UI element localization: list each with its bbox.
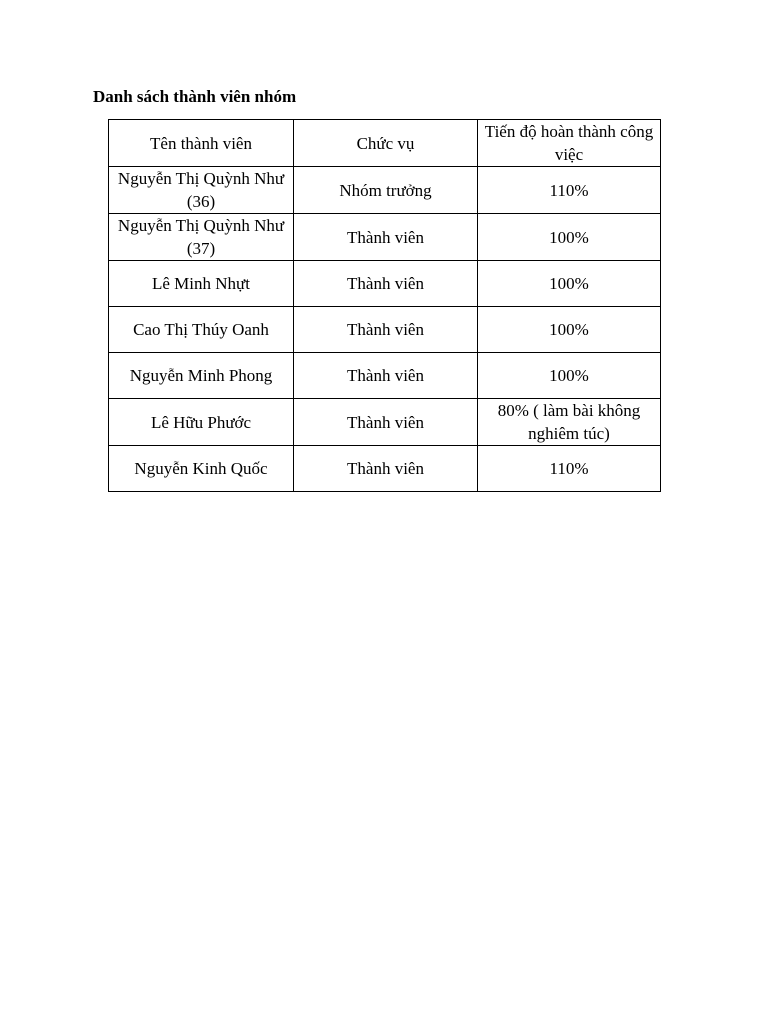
column-header-name: Tên thành viên: [109, 120, 294, 167]
member-role-cell: Thành viên: [294, 353, 478, 399]
table-header-row: [109, 120, 661, 167]
page-title: Danh sách thành viên nhóm: [93, 87, 297, 106]
member-progress-cell: 110%: [478, 446, 661, 492]
table-row: [109, 446, 661, 492]
member-progress-cell: 100%: [478, 261, 661, 307]
member-role-cell: Thành viên: [294, 261, 478, 307]
column-header-role: Chức vụ: [294, 120, 478, 167]
member-progress-cell: 80% ( làm bài không nghiêm túc): [478, 399, 661, 446]
member-name-cell: Lê Hữu Phước: [109, 399, 294, 446]
member-name-cell: Nguyễn Minh Phong: [109, 353, 294, 399]
table-row: [109, 399, 661, 446]
member-progress-cell: 110%: [478, 167, 661, 214]
member-name-cell: Cao Thị Thúy Oanh: [109, 307, 294, 353]
member-role-cell: Thành viên: [294, 446, 478, 492]
table-row: [109, 214, 661, 261]
table-row: [109, 307, 661, 353]
member-name-cell: Nguyễn Thị Quỳnh Như (37): [109, 214, 294, 261]
member-name-cell: Lê Minh Nhựt: [109, 261, 294, 307]
column-header-progress: Tiến độ hoàn thành công việc: [478, 120, 661, 167]
member-role-cell: Thành viên: [294, 399, 478, 446]
member-progress-cell: 100%: [478, 307, 661, 353]
member-role-cell: Thành viên: [294, 307, 478, 353]
member-role-cell: Thành viên: [294, 214, 478, 261]
member-name-cell: Nguyễn Thị Quỳnh Như (36): [109, 167, 294, 214]
member-progress-cell: 100%: [478, 353, 661, 399]
member-name-cell: Nguyễn Kinh Quốc: [109, 446, 294, 492]
table-row: [109, 261, 661, 307]
table-row: [109, 353, 661, 399]
member-progress-cell: 100%: [478, 214, 661, 261]
member-role-cell: Nhóm trưởng: [294, 167, 478, 214]
members-table: [108, 119, 661, 492]
table-row: [109, 167, 661, 214]
